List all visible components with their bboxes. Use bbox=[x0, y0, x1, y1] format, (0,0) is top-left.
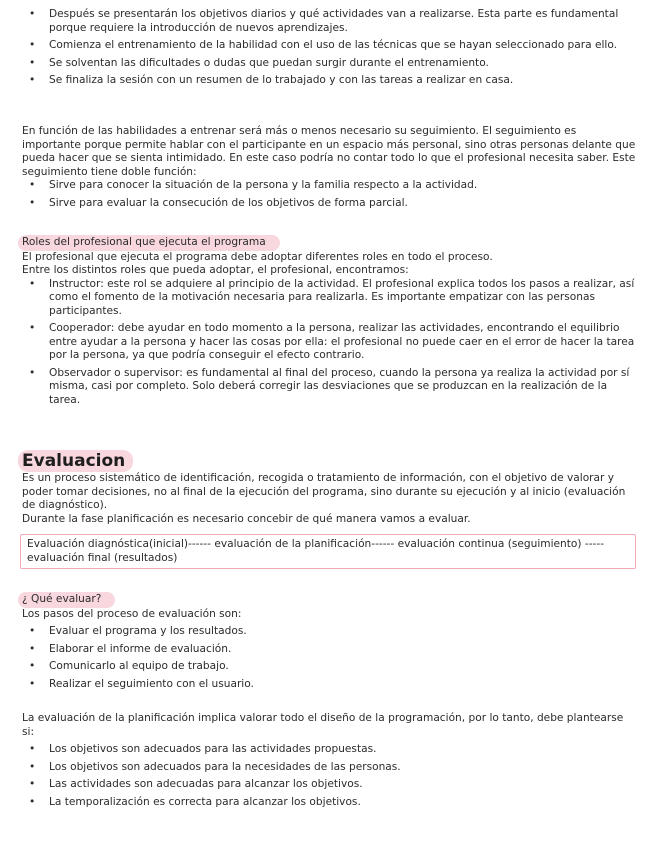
list-item: • Comienza el entrenamiento de la habilidad con el uso de las técnicas que se hayan seleccionado para ello. bbox=[22, 39, 636, 53]
list-item: • Se solventan las dificultades o dudas que puedan surgir durante el entrenamiento. bbox=[22, 57, 636, 71]
list-item: • Elaborar el informe de evaluación. bbox=[22, 643, 636, 657]
evaluacion-heading: Evaluacion bbox=[18, 450, 133, 472]
que-evaluar-bullet-list bbox=[22, 625, 636, 691]
planificacion-bullet-list bbox=[22, 743, 636, 809]
que-evaluar-intro: Los pasos del proceso de evaluación son: bbox=[22, 607, 242, 620]
list-item: • Los objetivos son adecuados para la necesidades de las personas. bbox=[22, 761, 636, 775]
list-item: • Después se presentarán los objetivos diarios y qué actividades van a realizarse. Esta parte es fundamental porque requiere la introducción de nuevos aprendizajes. bbox=[22, 8, 636, 35]
roles-heading: Roles del profesional que ejecuta el programa bbox=[18, 235, 280, 251]
list-item: • Los objetivos son adecuados para las actividades propuestas. bbox=[22, 743, 636, 757]
list-item: • La temporalización es correcta para alcanzar los objetivos. bbox=[22, 796, 636, 810]
evaluacion-fase: Durante la fase planificación es necesario concebir de qué manera vamos a evaluar. bbox=[22, 512, 471, 525]
intro-bullet-list bbox=[22, 8, 636, 88]
roles-bullet-list bbox=[22, 278, 636, 408]
evaluacion-types-box: Evaluación diagnóstica(inicial)------ evaluación de la planificación------ evaluación continua (seguimiento) ----- evaluación final (resultados) bbox=[20, 534, 636, 569]
list-item: • Las actividades son adecuadas para alcanzar los objetivos. bbox=[22, 778, 636, 792]
evaluacion-section bbox=[22, 450, 636, 569]
planificacion-section bbox=[22, 712, 636, 809]
list-item: • Sirve para conocer la situación de la persona y la familia respecto a la actividad. bbox=[22, 179, 636, 193]
evaluacion-paragraph: Es un proceso sistemático de identificación, recogida o tratamiento de información, con el objetivo de valorar y poder tomar decisiones, no al final de la ejecución del programa, sino durante su ejecución y al inicio (evaluación de diagnóstico). bbox=[22, 472, 626, 511]
list-item: • Instructor: este rol se adquiere al principio de la actividad. El profesional explica todos los pasos a realizar, así como el fomento de la motivación necesaria para realizarla. Es importante empatizar con las personas participantes. bbox=[22, 278, 636, 319]
que-evaluar-heading: ¿ Qué evaluar? bbox=[18, 592, 115, 608]
seguimiento-section bbox=[22, 125, 636, 210]
list-item: • Cooperador: debe ayudar en todo momento a la persona, realizar las actividades, encontrando el equilibrio entre ayudar a la persona y hacer las cosas por ella: el profesional no puede caer en el error de hacer la tarea por la persona, ya que podría conseguir el efecto contrario. bbox=[22, 322, 636, 363]
roles-intro-2: Entre los distintos roles que pueda adoptar, el profesional, encontramos: bbox=[22, 264, 409, 276]
planificacion-paragraph: La evaluación de la planificación implica valorar todo el diseño de la programación, por lo tanto, debe plantearse si: bbox=[22, 712, 624, 738]
que-evaluar-section bbox=[22, 592, 636, 691]
seguimiento-bullet-list bbox=[22, 179, 636, 210]
list-item: • Realizar el seguimiento con el usuario. bbox=[22, 678, 636, 692]
list-item: • Se finaliza la sesión con un resumen de lo trabajado y con las tareas a realizar en casa. bbox=[22, 74, 636, 88]
roles-intro-1: El profesional que ejecuta el programa debe adoptar diferentes roles en todo el proceso. bbox=[22, 250, 493, 263]
seguimiento-paragraph: En función de las habilidades a entrenar será más o menos necesario su seguimiento. El seguimiento es importante porque permite hablar con el participante en un espacio más personal, sino otras personas delante que pueda hacer que se sienta intimidado. En este caso podría no contar todo lo que el profesional necesita saber. Este seguimiento tiene doble función: bbox=[22, 125, 636, 178]
list-item: • Sirve para evaluar la consecución de los objetivos de forma parcial. bbox=[22, 197, 636, 211]
roles-section bbox=[22, 235, 636, 407]
list-item: • Comunicarlo al equipo de trabajo. bbox=[22, 660, 636, 674]
list-item: • Observador o supervisor: es fundamental al final del proceso, cuando la persona ya realiza la actividad por sí misma, casi por completo. Solo deberá corregir las desviaciones que se produzcan en la realización de la tarea. bbox=[22, 367, 636, 408]
list-item: • Evaluar el programa y los resultados. bbox=[22, 625, 636, 639]
